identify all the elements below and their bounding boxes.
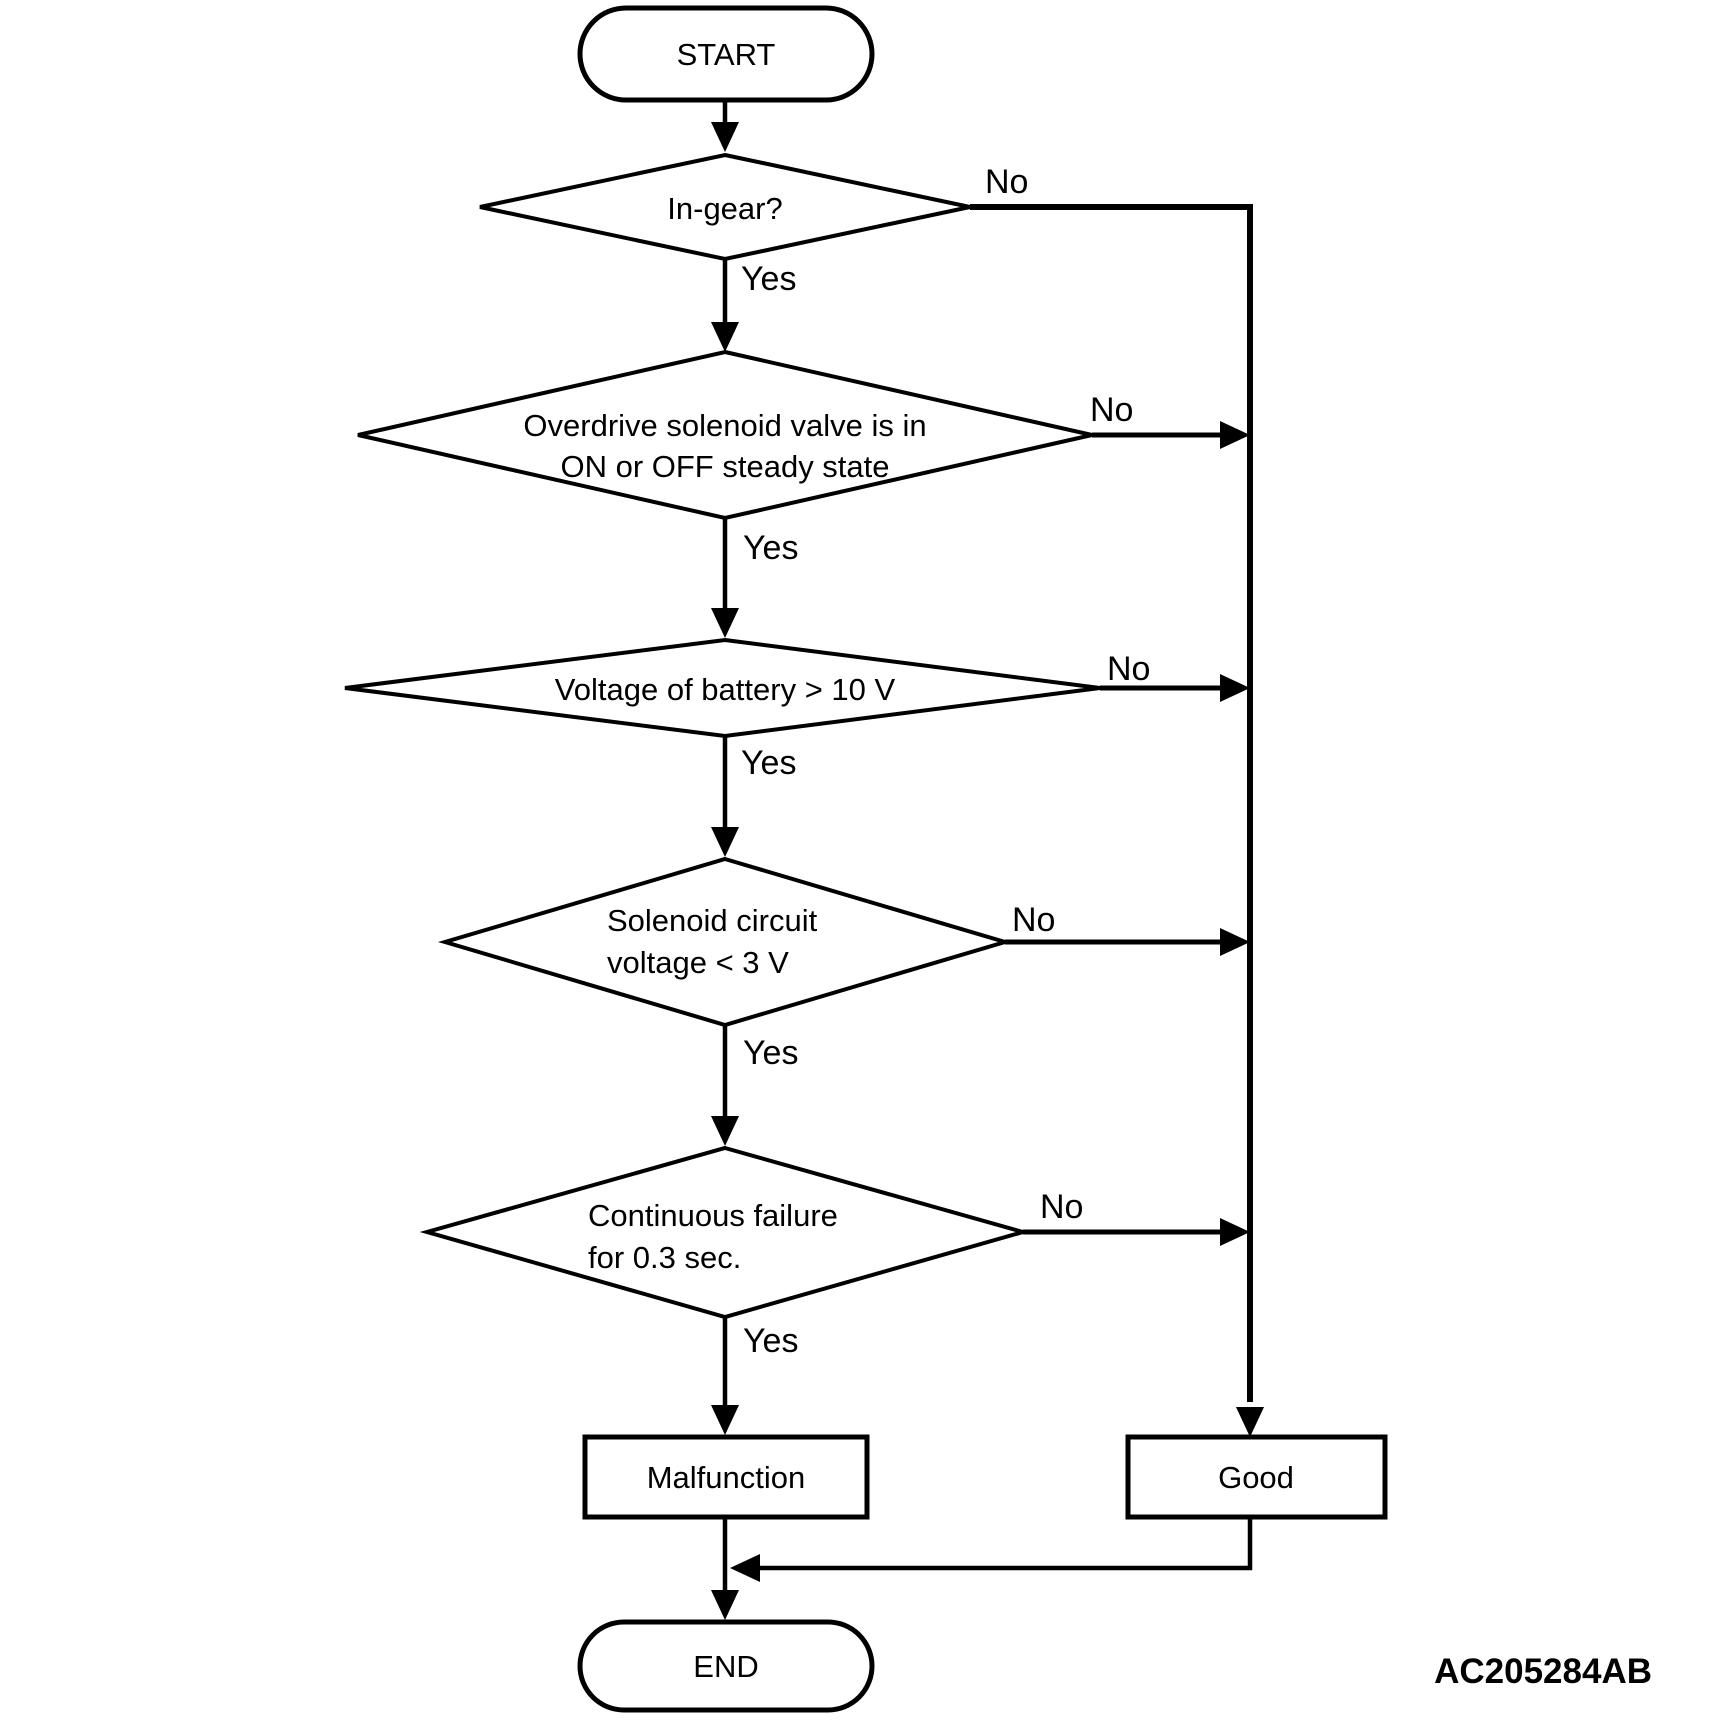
no-label-overdrive: No [1090,391,1134,429]
no-label-ingear: No [985,163,1029,201]
decision-failure-line2: for 0.3 sec. [588,1240,742,1275]
end-label: END [693,1649,759,1684]
decision-overdrive-line1: Overdrive solenoid valve is in [523,408,927,443]
no-label-battery: No [1107,650,1151,688]
yes-label-failure: Yes [743,1322,799,1360]
arrowhead-down-icon [711,1405,739,1435]
arrowhead-right-icon [1220,1218,1250,1246]
decision-battery-voltage-label: Voltage of battery > 10 V [554,672,896,707]
start-label: START [676,37,776,72]
arrowhead-down-icon [711,322,739,352]
decision-failure-line1: Continuous failure [588,1198,838,1233]
arrowhead-left-icon [730,1554,760,1582]
malfunction-label: Malfunction [646,1460,806,1495]
arrowhead-down-icon [711,1116,739,1146]
no-label-solenoid: No [1012,901,1056,939]
yes-label-overdrive: Yes [743,529,799,567]
arrowhead-down-icon [711,1590,739,1620]
edge-good-to-junction [758,1517,1250,1568]
no-label-failure: No [1040,1188,1084,1226]
figure-code: AC205284AB [1434,1652,1652,1691]
arrowhead-right-icon [1220,674,1250,702]
arrowhead-right-icon [1220,421,1250,449]
edge-no-trunk [970,207,1250,1402]
arrowhead-down-icon [1236,1407,1264,1437]
arrowhead-down-icon [711,122,739,152]
decision-in-gear-label: In-gear? [667,191,783,226]
arrowhead-right-icon [1220,928,1250,956]
decision-overdrive-line2: ON or OFF steady state [560,449,890,484]
yes-label-ingear: Yes [741,260,797,298]
yes-label-battery: Yes [741,744,797,782]
yes-label-solenoid: Yes [743,1034,799,1072]
good-label: Good [1218,1460,1294,1495]
decision-solenoid-line2: voltage < 3 V [607,945,789,980]
decision-solenoid-circuit-voltage [445,859,1005,1025]
arrowhead-down-icon [711,827,739,857]
arrowhead-down-icon [711,608,739,638]
decision-solenoid-line1: Solenoid circuit [607,903,818,938]
